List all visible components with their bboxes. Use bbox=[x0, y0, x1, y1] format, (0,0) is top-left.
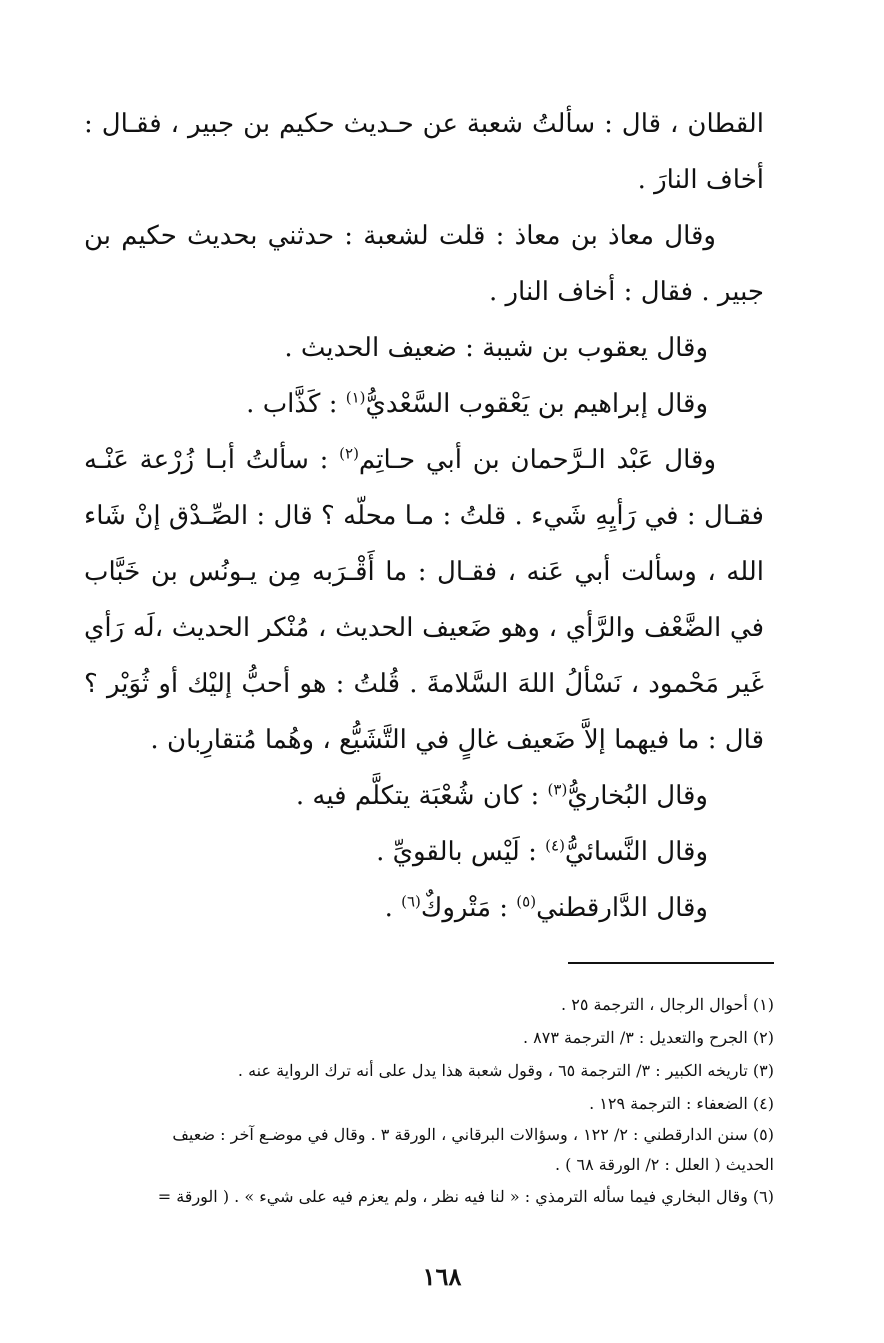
paragraph-text: وقال الدَّارقطني bbox=[536, 893, 708, 923]
paragraph bbox=[84, 880, 764, 936]
paragraph-text: وقال عَبْد الـرَّحمان بن أبي حـاتِم bbox=[358, 445, 716, 475]
paragraph bbox=[84, 376, 764, 432]
footnote-ref[interactable]: (٤) bbox=[545, 836, 565, 855]
footnote: (٣) تاريخه الكبير : ٣/ الترجمة ٦٥ ، وقول شعبة هذا يدل على أنه ترك الرواية عنه . bbox=[237, 1061, 774, 1080]
footnote-ref[interactable]: (٢) bbox=[339, 444, 359, 463]
main-text bbox=[84, 96, 764, 936]
paragraph bbox=[84, 824, 764, 880]
footnote: (٢) الجرح والتعديل : ٣/ الترجمة ٨٧٣ . bbox=[523, 1028, 774, 1047]
paragraph bbox=[84, 432, 764, 768]
paragraph: وقال يعقوب بن شيبة : ضعيف الحديث . bbox=[284, 333, 708, 363]
paragraph-text: وقال إبراهيم بن يَعْقوب السَّعْديُّ bbox=[365, 389, 708, 419]
footnote: (١) أحوال الرجال ، الترجمة ٢٥ . bbox=[561, 995, 774, 1014]
paragraph: وقال معاذ بن معاذ : قلت لشعبة : حدثني بحديث حكيم بن جبير . فقال : أخاف النار . bbox=[84, 221, 764, 307]
paragraph-text: وقال البُخاريُّ bbox=[567, 781, 708, 811]
paragraph-text: : كَذَّاب . bbox=[246, 389, 346, 419]
paragraph-text: : سألتُ أبـا زُرْعة عَنْـه فقـال : في رَأيِهِ شَيء . قلتُ : مـا محلّه ؟ قال : الصِّـدْق إنْ شَاء الله ، وسألت أبي عَنه ، فقـال : ما أَقْـرَبه مِن يـونُس بن خَبَّاب في الضَّعْف والرَّأي ، وهو ضَعيف الحديث ، مُنْكر الحديث ،لَه رَأي غَير مَحْمود ، نَسْألُ اللهَ السَّلامةَ . قُلتُ : هو أحبُّ إليْك أو ثُوَيْر ؟ قال : ما فيهما إلاَّ ضَعيف غالٍ في التَّشَيُّع ، وهُما مُتقارِبان . bbox=[84, 445, 764, 755]
footnote-ref[interactable]: (١) bbox=[345, 388, 366, 407]
paragraph bbox=[84, 768, 764, 824]
footnote-ref[interactable]: (٦) bbox=[401, 892, 421, 911]
footnote: (٦) وقال البخاري فيما سأله الترمذي : « لنا فيه نظر ، ولم يعزم فيه على شيء » . ( الورقة = bbox=[157, 1187, 774, 1206]
paragraph-text: . bbox=[384, 893, 402, 923]
footnote: (٥) سنن الدارقطني : ٢/ ١٢٢ ، وسؤالات البرقاني ، الورقة ٣ . وقال في موضـع آخر : ضعيف الحديث ( العلل : ٢/ الورقة ٦٨ ) . bbox=[172, 1125, 774, 1174]
footnote-ref[interactable]: (٥) bbox=[516, 892, 537, 911]
paragraph-text: : مَتْروكٌ bbox=[420, 893, 517, 923]
paragraph-text: وقال النَّسائيُّ bbox=[564, 837, 708, 867]
page-number: ١٦٨ bbox=[422, 1262, 462, 1291]
footnote: (٤) الضعفاء : الترجمة ١٢٩ . bbox=[589, 1094, 774, 1113]
paragraph-text: : كان شُعْبَة يتكلَّم فيه . bbox=[295, 781, 548, 811]
footnote-ref[interactable]: (٣) bbox=[547, 780, 568, 799]
paragraph: القطان ، قال : سألتُ شعبة عن حـديث حكيم بن جبير ، فقـال : أخاف النارَ . bbox=[84, 109, 764, 195]
footnotes bbox=[134, 988, 774, 1213]
paragraph-text: : لَيْس بالقويِّ . bbox=[376, 837, 546, 867]
footnote-separator bbox=[568, 962, 774, 964]
